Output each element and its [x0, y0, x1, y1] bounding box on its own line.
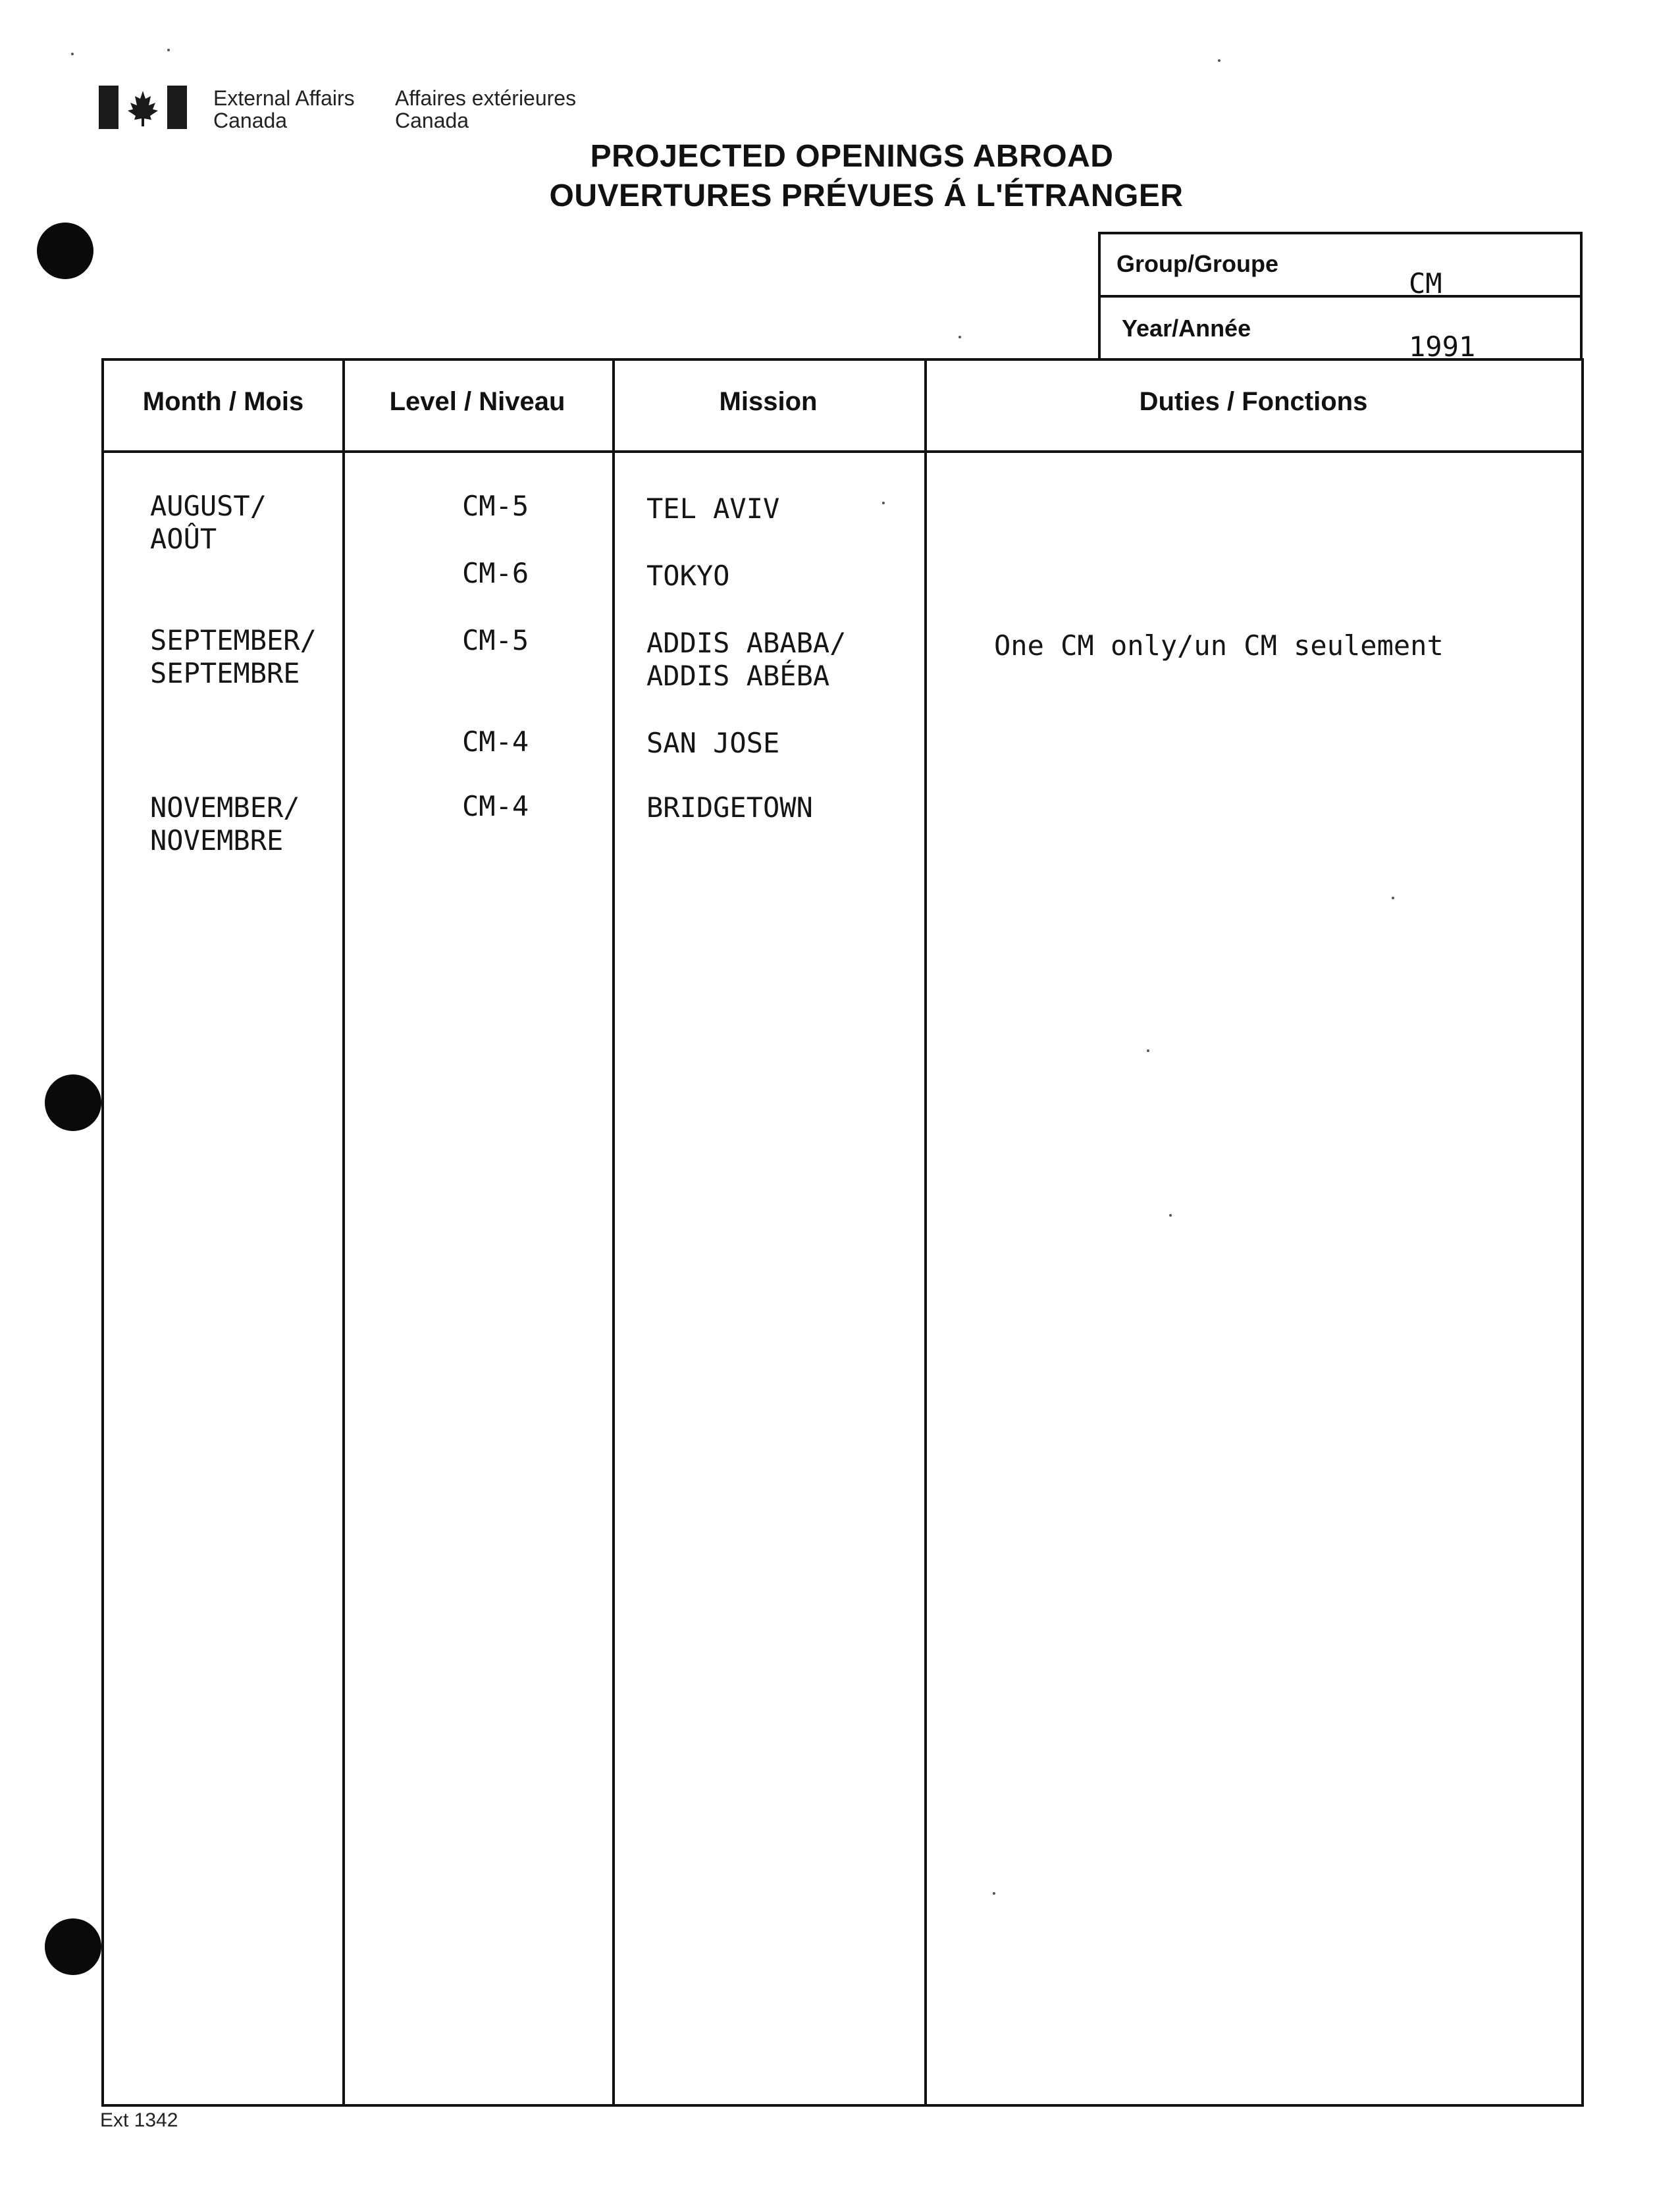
- month-line: NOVEMBRE: [150, 824, 284, 857]
- month-cell: [150, 490, 267, 556]
- column-header-mission: Mission: [719, 387, 818, 416]
- mission-cell: [646, 727, 779, 760]
- punch-hole: [37, 223, 93, 279]
- level-cell: CM-5: [462, 624, 529, 656]
- column-header-month: Month / Mois: [142, 387, 304, 416]
- month-line: NOVEMBER/: [150, 791, 300, 824]
- scan-speck: [71, 53, 74, 55]
- mission-line: TEL AVIV: [646, 492, 780, 525]
- month-cell: [150, 624, 317, 690]
- year-value: 1991: [1409, 330, 1476, 363]
- punch-hole: [45, 1074, 101, 1131]
- month-line: AUGUST/: [150, 490, 267, 522]
- canada-flag-wordmark-icon: [99, 86, 188, 129]
- mission-line: TOKYO: [646, 560, 730, 592]
- level-cell: CM-4: [462, 726, 529, 758]
- month-line: SEPTEMBRE: [150, 657, 300, 689]
- duties-cell: One CM only/un CM seulement: [994, 629, 1444, 662]
- level-cell: CM-6: [462, 557, 529, 589]
- month-cell: [150, 791, 300, 857]
- column-divider: [342, 361, 345, 2104]
- scan-speck: [167, 49, 170, 51]
- year-label: Year/Année: [1122, 315, 1251, 342]
- page-title-fr: OUVERTURES PRÉVUES Á L'ÉTRANGER: [549, 178, 1184, 213]
- group-label: Group/Groupe: [1116, 250, 1278, 277]
- mission-cell: [646, 492, 779, 525]
- page-title-en: PROJECTED OPENINGS ABROAD: [590, 139, 1114, 174]
- department-name-fr: [395, 87, 576, 132]
- department-line: External Affairs: [213, 86, 355, 110]
- column-divider: [612, 361, 615, 2104]
- month-line: AOÛT: [150, 523, 217, 555]
- department-name-en: [213, 87, 355, 132]
- form-number: Ext 1342: [100, 2109, 178, 2131]
- mission-cell: [646, 791, 813, 824]
- openings-table: [101, 358, 1584, 2107]
- mission-line: BRIDGETOWN: [646, 791, 813, 824]
- department-line: Affaires extérieures: [395, 86, 577, 110]
- scan-speck: [1218, 59, 1221, 62]
- mission-cell: [646, 560, 729, 593]
- group-year-box: [1098, 232, 1583, 361]
- mission-cell: [646, 627, 846, 693]
- mission-line: SAN JOSE: [646, 727, 780, 759]
- scan-speck: [958, 336, 961, 338]
- mission-line: ADDIS ABABA/: [646, 627, 847, 659]
- column-header-duties: Duties / Fonctions: [1139, 387, 1368, 416]
- group-value: CM: [1409, 267, 1442, 300]
- level-cell: CM-4: [462, 790, 529, 822]
- month-line: SEPTEMBER/: [150, 624, 317, 656]
- column-divider: [924, 361, 927, 2104]
- department-line: Canada: [395, 109, 469, 132]
- mission-line: ADDIS ABÉBA: [646, 660, 830, 692]
- department-line: Canada: [213, 109, 288, 132]
- level-cell: CM-5: [462, 490, 529, 522]
- header-divider: [104, 450, 1581, 453]
- column-header-level: Level / Niveau: [389, 387, 565, 416]
- divider: [1101, 295, 1580, 298]
- punch-hole: [45, 1918, 101, 1975]
